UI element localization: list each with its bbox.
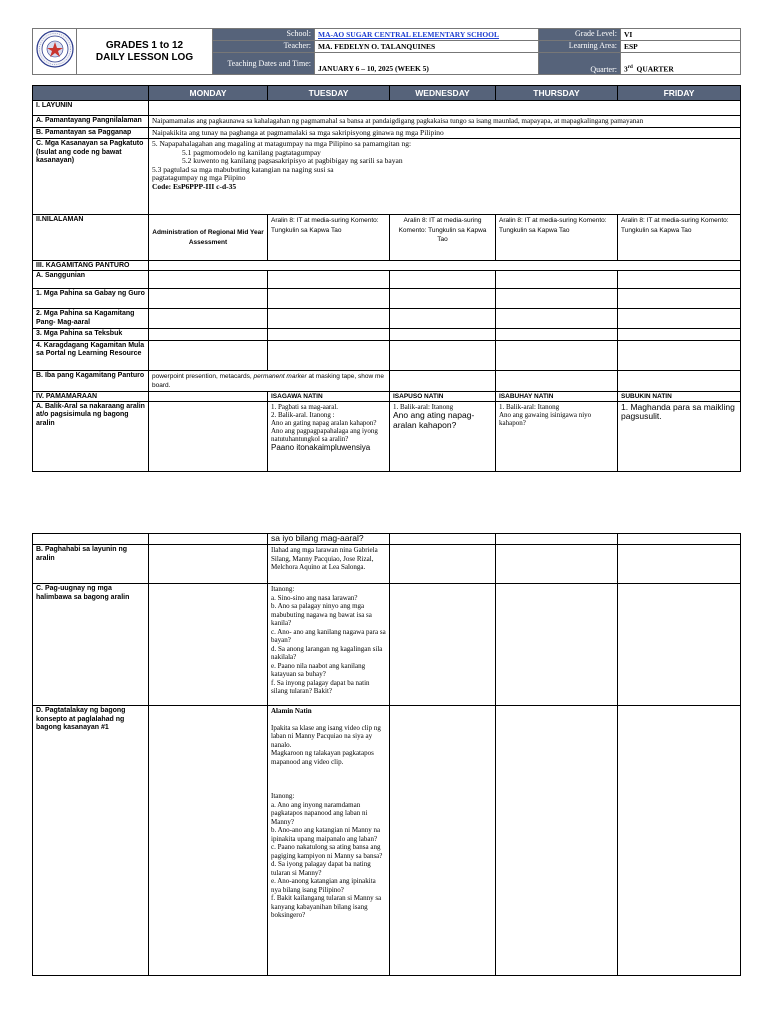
kasanayan-code: Code: EsP6PPP-III c-d-35 xyxy=(152,181,237,191)
kasanayan-line-2: 5.1 pagmomodelo ng kanilang pagtatagumpay xyxy=(182,147,321,157)
lesson-table-continued xyxy=(32,533,741,976)
deped-seal-logo xyxy=(33,29,77,75)
continuation-row xyxy=(33,534,741,545)
balik-aral-thursday: 1. Balik-aral: Itanong Ano ang gawaing isinigawa niyo kahapon? xyxy=(496,401,618,471)
dates-value: JANUARY 6 – 10, 2025 (WEEK 5) xyxy=(315,53,539,75)
pamantayan-pangnilalaman-value: Naipamamalas ang pagkaunawa sa kahalagahan ng pagmamahal sa bansa at pandaigdigang pagkakaisa tungo sa isang maunlad, mapayapa, at mapagkalingang pamayanan xyxy=(149,116,741,128)
day-tuesday: TUESDAY xyxy=(268,86,390,101)
quarter-suffix: rd xyxy=(627,64,633,70)
day-header-blank xyxy=(33,86,149,101)
paghahabi-label: B. Paghahabi sa layunin ng aralin xyxy=(33,545,149,584)
pamamaraan-heading-row xyxy=(33,391,741,401)
nilalaman-monday: Administration of Regional Mid Year Assessment xyxy=(149,215,268,261)
quarter-number: 3 xyxy=(624,64,628,73)
kasanayan-value xyxy=(149,139,741,215)
day-header-row xyxy=(33,86,741,101)
iba-pang-kagamitan-label: B. Iba pang Kagamitang Panturo xyxy=(33,370,149,391)
layunin-heading: I. LAYUNIN xyxy=(33,101,149,116)
pagtatalakay-tuesday: Alamin Natin Ipakita sa klase ang isang video clip ng laban ni Manny Pacquiao na siya ay nanalo. Magkaroon ng talakayan pagkatapos mapanood ang video clip. Itanong: a. Ano ang inyong naramdaman pagkatapos napanood ang laban ni Manny? b. Ano-ano ang katangian ni Manny na ipinakita upang maipanalo ang laban? c. Paano nakatulong sa ating bansa ang pagiging kampiyon ni Manny sa bansa? d. Sa iyong palagay dapat ba nating tularan si Manny? e. Ano-anong katangian ang ipinakita nya bilang isang Pilipino? f. Bakit kailangang tularan si Manny sa kanyang kabayanihan bilang isang boksingero? xyxy=(268,706,390,976)
pag-uugnay-label: C. Pag-uugnay ng mga halimbawa sa bagong aralin xyxy=(33,584,149,706)
day-friday: FRIDAY xyxy=(618,86,741,101)
pamantayan-pangnilalaman-label: A. Pamantayang Pangnilalaman xyxy=(33,116,149,128)
pagtatalakay-row xyxy=(33,706,741,976)
nilalaman-tuesday: Aralin 8: IT at media-suring Komento: Tungkulin sa Kapwa Tao xyxy=(268,215,390,261)
nilalaman-thursday: Aralin 8: IT at media-suring Komento: Tungkulin sa Kapwa Tao xyxy=(496,215,618,261)
area-label: Learning Area: xyxy=(539,41,621,53)
balik-aral-label: A. Balik-Aral sa nakaraang aralin at/o pagsisimula ng bagong aralin xyxy=(33,401,149,471)
dates-label: Teaching Dates and Time: xyxy=(213,53,315,75)
pamamaraan-heading: IV. PAMAMARAAN xyxy=(33,391,149,401)
teacher-value: MA. FEDELYN O. TALANQUINES xyxy=(315,41,539,53)
karagdagang-kagamitan-label: 4. Karagdagang Kagamitan Mula sa Portal ng Learning Resource xyxy=(33,340,149,370)
balik-aral-tuesday-continued: sa iyo bilang mag-aaral? xyxy=(268,534,390,545)
balik-aral-friday: 1. Maghanda para sa maikling pagsusulit. xyxy=(618,401,741,471)
kasanayan-line-3: 5.2 kuwento ng kanilang pagsasakripisyo at pagbibigay ng sarili sa bayan xyxy=(182,156,403,165)
kagamitan-heading-blank xyxy=(149,261,741,271)
gabay-guro-label: 1. Mga Pahina sa Gabay ng Guro xyxy=(33,289,149,309)
pag-uugnay-tuesday: Itanong: a. Sino-sino ang nasa larawan? b. Ano sa palagay ninyo ang mga mabubuting nagawa ng bawat isa sa kanila? c. Ano- ano ang kanilang nagawa para sa bayan? d. Sa anong larangan ng kagalingan sila nakilala? e. Paano nila naabot ang kanilang katayuan sa buhay? f. Sa inyong palagay dapat ba natin silang tularan? Bakit? xyxy=(268,584,390,706)
quarter-label: Quarter: xyxy=(539,53,621,75)
layunin-row xyxy=(33,101,741,116)
kasanayan-label: C. Mga Kasanayan sa Pagkatuto (Isulat ang code ng bawat kasanayan) xyxy=(33,139,149,215)
school-link[interactable]: MA-AO SUGAR CENTRAL ELEMENTARY SCHOOL xyxy=(318,30,500,39)
teksbuk-label: 3. Mga Pahina sa Teksbuk xyxy=(33,329,149,341)
kagamitan-heading: III. KAGAMITANG PANTURO xyxy=(33,261,149,271)
karagdagang-kagamitan-row xyxy=(33,340,741,370)
pag-uugnay-row xyxy=(33,584,741,706)
teacher-label: Teacher: xyxy=(213,41,315,53)
alamin-natin-title: Alamin Natin xyxy=(271,707,312,715)
layunin-blank xyxy=(149,101,741,116)
title-line-2: DAILY LESSON LOG xyxy=(95,51,194,63)
pamantayan-pagganap-row xyxy=(33,127,741,139)
lesson-table xyxy=(32,85,741,472)
school-value xyxy=(315,29,539,41)
balik-aral-tuesday: 1. Pagbati sa mag-aaral. 2. Balik-aral. Itanong : Ano an gating napag aralan kahapon? Ano ang pagpagpapahalaga ang iyong natutuhantungkol sa aralin? Paano itonakaimpluwensiya xyxy=(268,401,390,471)
kasanayan-row xyxy=(33,139,741,215)
nilalaman-wednesday: Aralin 8: IT at media-suring Komento: Tungkulin sa Kapwa Tao xyxy=(390,215,496,261)
iba-pang-kagamitan-row xyxy=(33,370,741,391)
nilalaman-label: II.NILALAMAN xyxy=(33,215,149,261)
day-thursday: THURSDAY xyxy=(496,86,618,101)
pamantayan-pagganap-value: Naipakikita ang tunay na paghanga at pagmamalaki sa mga sakripisyong ginawa ng mga Pilipino xyxy=(149,127,741,139)
document-title xyxy=(77,29,213,75)
nilalaman-row xyxy=(33,215,741,261)
iba-pang-kagamitan-value: powerpoint presention, metacards, permanent marker at masking tape, show me board. xyxy=(149,370,390,391)
isagawa-natin-heading: ISAGAWA NATIN xyxy=(268,391,390,401)
quarter-value xyxy=(621,53,741,75)
grade-label: Grade Level: xyxy=(539,29,621,41)
paghahabi-tuesday: Ilahad ang mga larawan nina Gabriela Silang, Manny Pacquiao, Jose Rizal, Melchora Aquino at Lea Salonga. xyxy=(268,545,390,584)
pamantayan-pangnilalaman-row xyxy=(33,116,741,128)
sanggunian-row xyxy=(33,271,741,289)
school-label: School: xyxy=(213,29,315,41)
teksbuk-row xyxy=(33,329,741,341)
title-line-1: GRADES 1 to 12 xyxy=(105,39,184,51)
area-value: ESP xyxy=(621,41,741,53)
kasanayan-line-1: 5. Napapahalagahan ang magaling at matagumpay na mga Pilipino sa pamamgitan ng: xyxy=(152,139,412,148)
sanggunian-label: A. Sanggunian xyxy=(33,271,149,289)
balik-aral-row xyxy=(33,401,741,471)
nilalaman-friday: Aralin 8: IT at media-suring Komento: Tungkulin sa Kapwa Tao xyxy=(618,215,741,261)
kagamitang-mag-aaral-label: 2. Mga Pahina sa Kagamitang Pang- Mag-aaral xyxy=(33,309,149,329)
deped-seal-icon xyxy=(36,30,74,68)
day-wednesday: WEDNESDAY xyxy=(390,86,496,101)
gabay-guro-row xyxy=(33,289,741,309)
kasanayan-line-4: 5.3 pagtulad sa mga mabubuting katangian na naging susi sa pagtatagumpay ng mga Piipino xyxy=(152,164,334,182)
pagtatalakay-label: D. Pagtatalakay ng bagong konsepto at paglalahad ng bagong kasanayan #1 xyxy=(33,706,149,976)
paghahabi-row xyxy=(33,545,741,584)
subukin-natin-heading: SUBUKIN NATIN xyxy=(618,391,741,401)
pamantayan-pagganap-label: B. Pamantayan sa Pagganap xyxy=(33,127,149,139)
grade-value: VI xyxy=(621,29,741,41)
quarter-word: QUARTER xyxy=(636,64,674,73)
isapuso-natin-heading: ISAPUSO NATIN xyxy=(390,391,496,401)
isabuhay-natin-heading: ISABUHAY NATIN xyxy=(496,391,618,401)
day-monday: MONDAY xyxy=(149,86,268,101)
kagamitang-mag-aaral-row xyxy=(33,309,741,329)
balik-aral-wednesday: 1. Balik-aral: Itanong Ano ang ating napag-aralan kahapon? xyxy=(390,401,496,471)
header-table xyxy=(32,28,741,75)
kagamitan-heading-row xyxy=(33,261,741,271)
